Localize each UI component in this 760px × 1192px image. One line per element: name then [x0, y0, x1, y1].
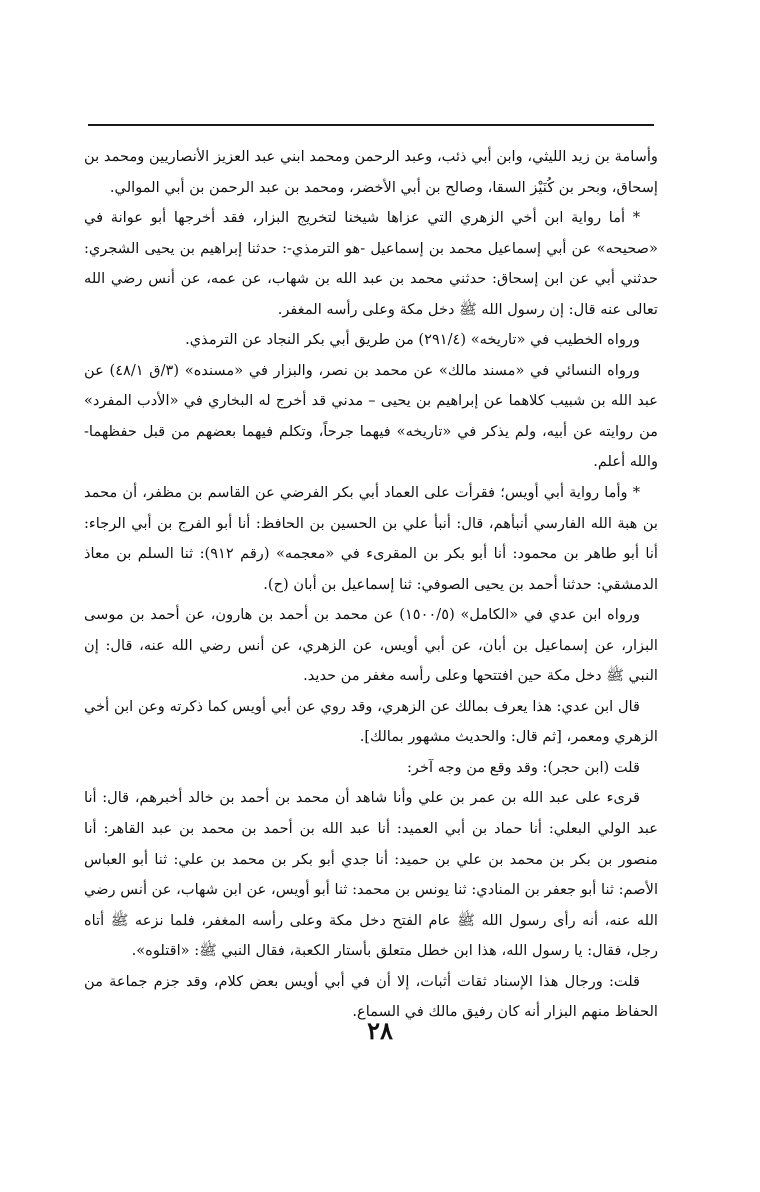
body-text [84, 142, 658, 1028]
paragraph-9: قرىء على عبد الله بن عمر بن علي وأنا شاهد أن محمد بن أحمد بن خالد أخبرهم، قال: أنا عبد الولي البعلي: أنا حماد بن أبي العميد: أنا عبد الله بن أحمد بن محمد بن عبد القاهر: أنا منصور بن بكر بن محمد بن علي بن حميد: أنا جدي أبو بكر بن محمد بن علي: ثنا أبو العباس الأصم: ثنا أبو جعفر بن المنادي: ثنا يونس بن محمد: ثنا أبو أويس، عن ابن شهاب، عن أنس رضي الله عنه، أنه رأى رسول الله ﷺ عام الفتح دخل مكة وعلى رأسه المغفر، فلما نزعه ﷺ أتاه رجل، فقال: يا رسول الله، هذا ابن خطل متعلق بأستار الكعبة، فقال النبي ﷺ: «اقتلوه». [84, 789, 658, 960]
paragraph-1: وأسامة بن زيد الليثي، وابن أبي ذئب، وعبد الرحمن ومحمد ابني عبد العزيز الأنصاريين ومحمد بن إسحاق، وبحر بن كُنَيْز السقا، وصالح بن أبي الأخضر، ومحمد بن عبد الرحمن بن أبي الموالي. [84, 148, 658, 196]
paragraph-4: ورواه النسائي في «مسند مالك» عن محمد بن نصر، والبزار في «مسنده» (٣/ق ٤٨/١) عن عبد الله بن شبيب كلاهما عن إبراهيم بن يحيى – مدني قد أخرج له البخاري في «الأدب المفرد» من روايته عن أبيه، ولم يذكر في «تاريخه» فيهما جرحاً، وتكلم فيهما بعضهم من قبل حفظهما- والله أعلم. [84, 361, 658, 471]
paragraph-3: ورواه الخطيب في «تاريخه» (٢٩١/٤) من طريق أبي بكر النجاد عن الترمذي. [185, 331, 640, 349]
page-number: ٢٨ [367, 1016, 393, 1045]
paragraph-10: قلت: ورجال هذا الإسناد ثقات أثبات، إلا أن في أبي أويس بعض كلام، وقد جزم جماعة من الحفاظ منهم البزار أنه كان رفيق مالك في السماع. [84, 972, 658, 1021]
paragraph-8: قلت (ابن حجر): وقد وقع من وجه آخر: [407, 758, 640, 776]
paragraph-5: * وأما رواية أبي أويس؛ فقرأت على العماد أبي بكر الفرضي عن القاسم بن مظفر، أن محمد بن هبة الله الفارسي أنبأهم، قال: أنبأ علي بن الحسين بن الحافظ: أنا أبو الفرج بن أبي الرجاء: أنا أبو طاهر بن محمود: أنا أبو بكر بن المقرىء في «معجمه» (رقم ٩١٢): ثنا السلم بن معاذ الدمشقي: حدثنا أحمد بن يحيى الصوفي: ثنا إسماعيل بن أبان (ح). [84, 484, 658, 593]
paragraph-7: قال ابن عدي: هذا يعرف بمالك عن الزهري، وقد روي عن أبي أويس كما ذكرته وعن ابن أخي الزهري ومعمر، [ثم قال: والحديث مشهور بمالك]. [84, 697, 658, 746]
paragraph-2: * أما رواية ابن أخي الزهري التي عزاها شيخنا لتخريج البزار، فقد أخرجها أبو عوانة في «صحيحه» عن أبي إسماعيل محمد بن إسماعيل -هو الترمذي-: حدثنا إبراهيم بن يحيى الشجري: حدثني أبي عن ابن إسحاق: حدثني محمد بن عبد الله بن شهاب، عن عمه، عن أنس رضي الله تعالى عنه قال: إن رسول الله ﷺ دخل مكة وعلى رأسه المغفر. [84, 209, 658, 318]
paragraph-6: ورواه ابن عدي في «الكامل» (١٥٠٠/٥) عن محمد بن أحمد بن هارون، عن أحمد بن موسى البزار، عن إسماعيل بن أبان، عن أبي أويس، عن الزهري، عن أنس رضي الله عنه، قال: إن النبي ﷺ دخل مكة حين افتتحها وعلى رأسه مغفر من حديد. [84, 606, 658, 685]
top-rule [88, 124, 654, 126]
